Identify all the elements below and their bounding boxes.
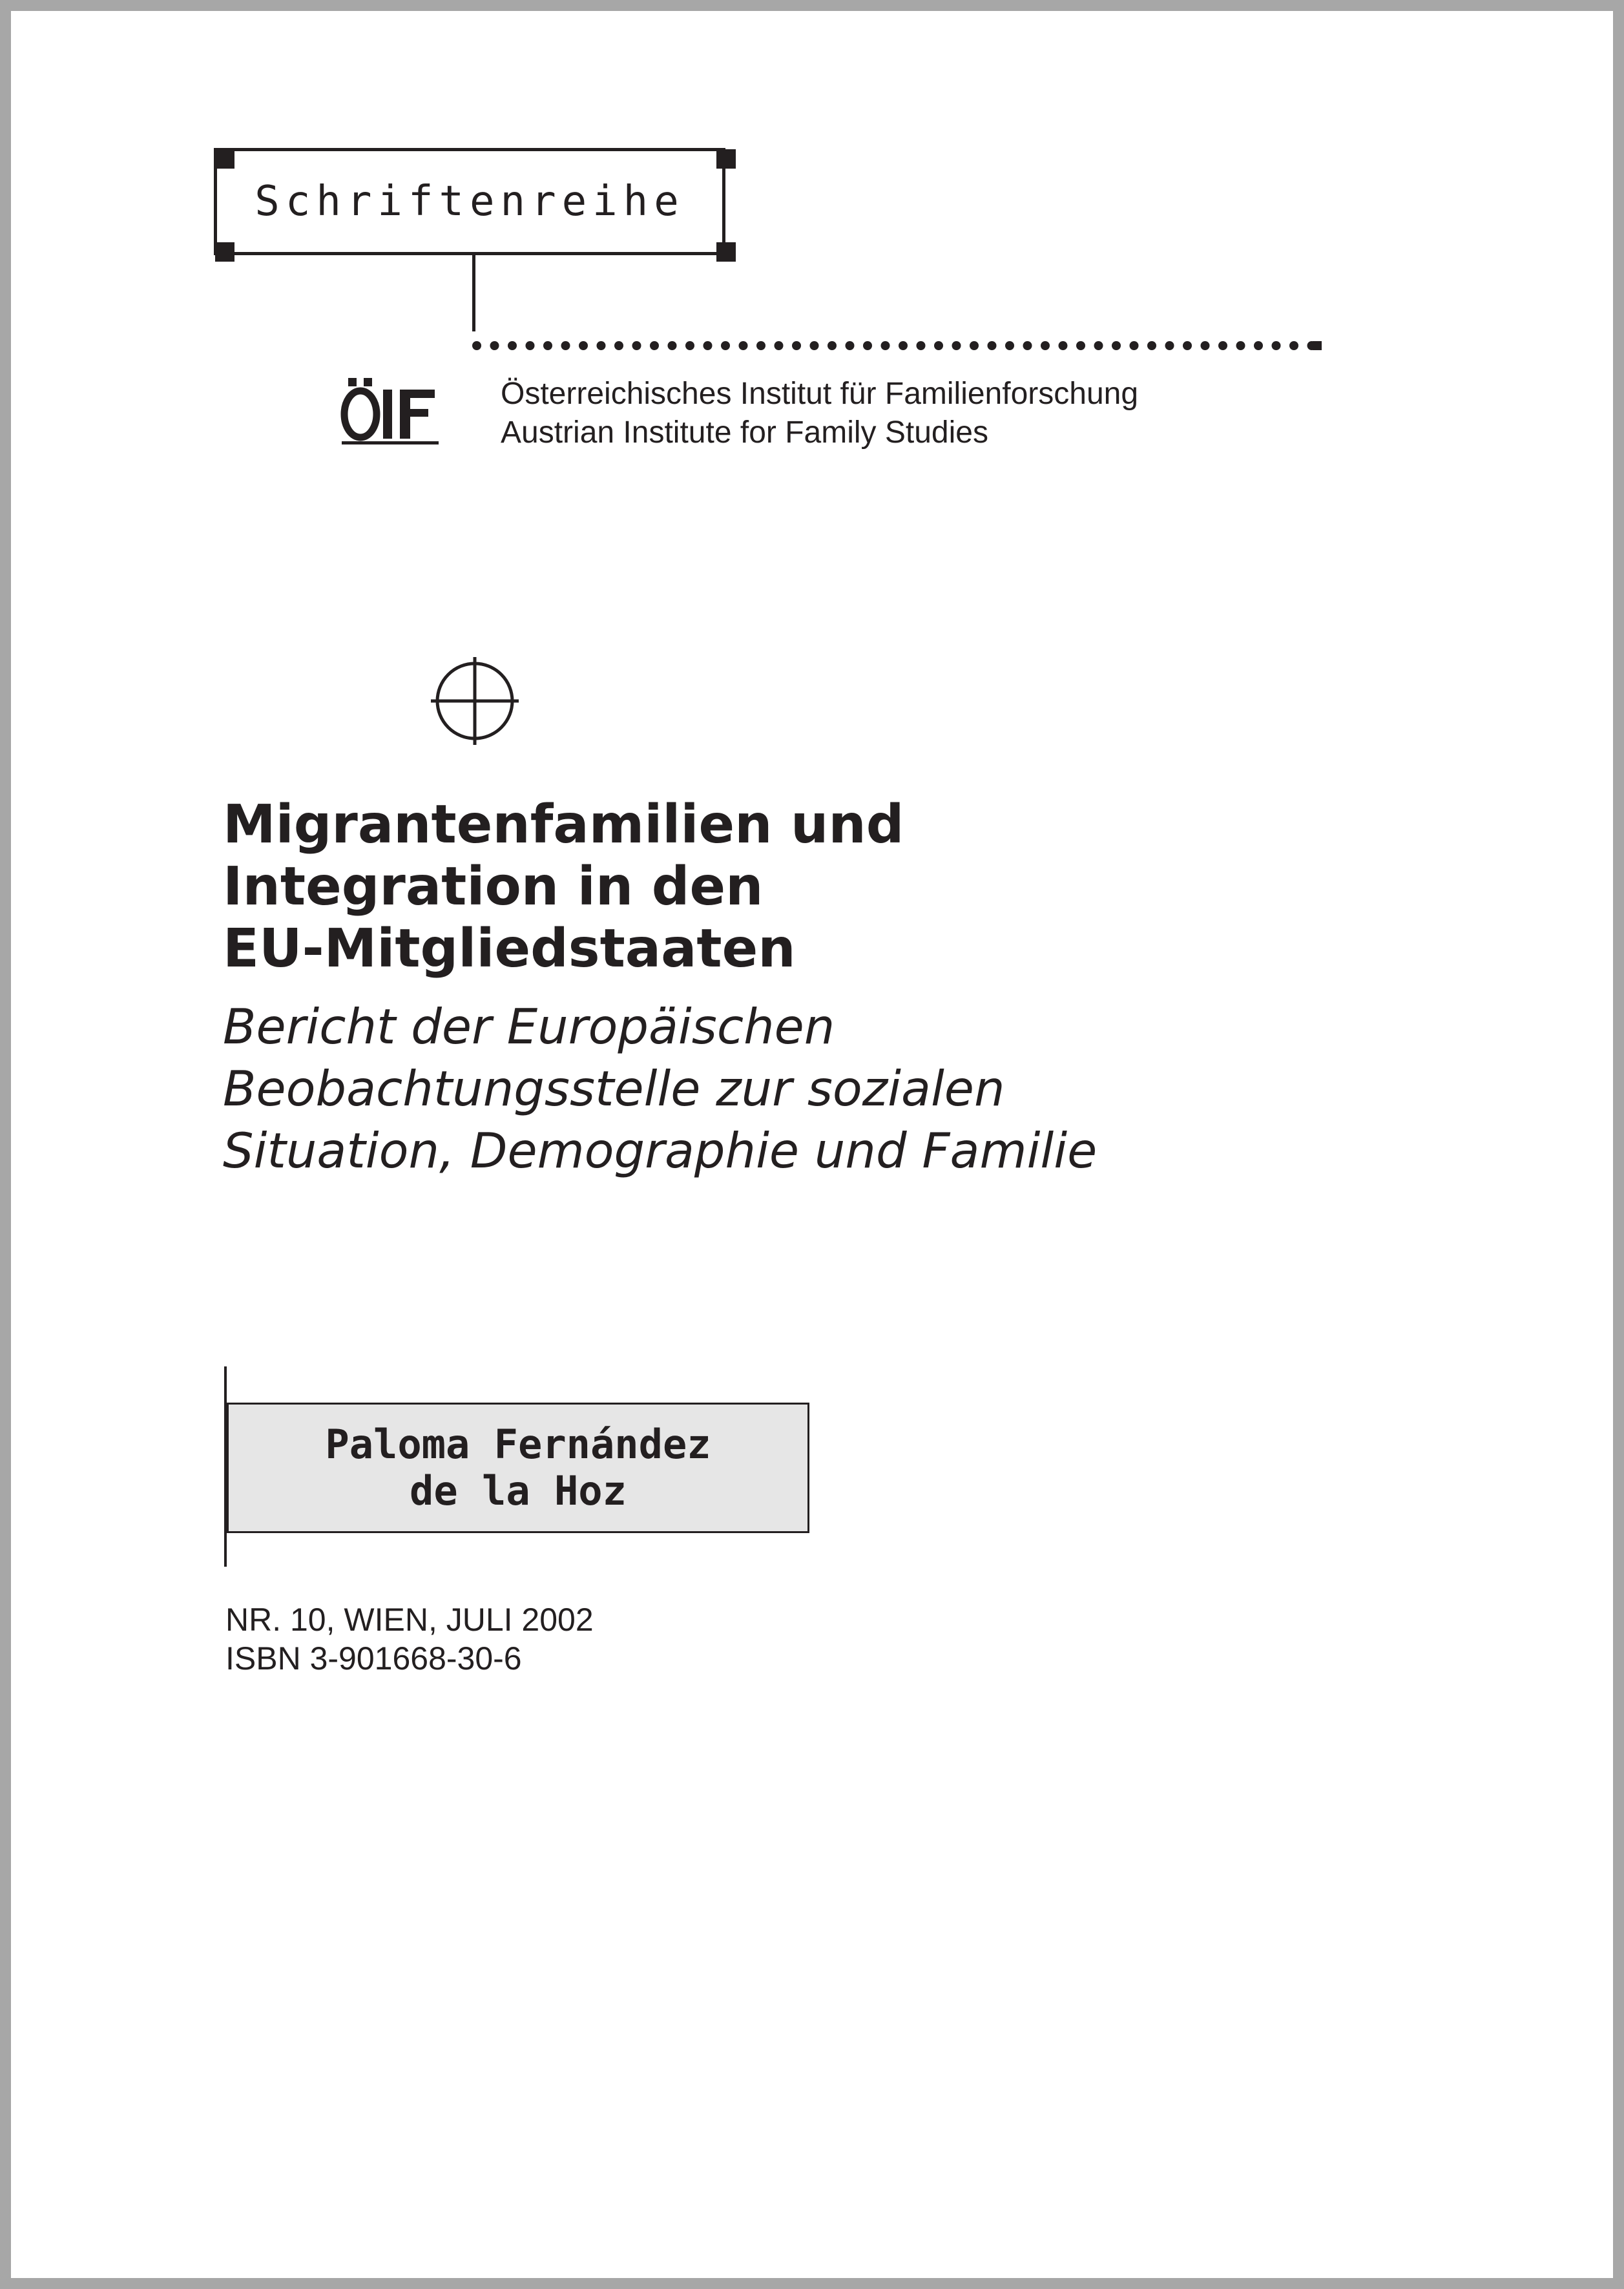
subtitle-line-1: Bericht der Europäischen xyxy=(223,998,835,1055)
dot xyxy=(1218,341,1227,350)
dot xyxy=(597,341,606,350)
dot xyxy=(1059,341,1068,350)
dot xyxy=(490,341,499,350)
dot xyxy=(1201,341,1210,350)
author-name-line-2: de la Hoz xyxy=(410,1467,627,1514)
dot xyxy=(1272,341,1281,350)
title-line-3: EU-Mitgliedstaaten xyxy=(223,918,796,979)
dot xyxy=(881,341,890,350)
dot xyxy=(721,341,730,350)
corner-mark-bottom-right xyxy=(716,242,736,262)
dot xyxy=(756,341,765,350)
dot xyxy=(1005,341,1014,350)
dot xyxy=(739,341,748,350)
dot xyxy=(1183,341,1192,350)
dot xyxy=(703,341,713,350)
dot xyxy=(1130,341,1139,350)
dot xyxy=(1094,341,1103,350)
dot xyxy=(952,341,961,350)
dot xyxy=(1254,341,1263,350)
dot xyxy=(561,341,570,350)
dot xyxy=(863,341,872,350)
dot xyxy=(970,341,979,350)
dot xyxy=(668,341,677,350)
dot xyxy=(1112,341,1121,350)
dot xyxy=(650,341,659,350)
dot xyxy=(1041,341,1050,350)
connector-line xyxy=(472,255,475,331)
publication-isbn: ISBN 3-901668-30-6 xyxy=(225,1640,522,1677)
dot xyxy=(1165,341,1174,350)
corner-mark-top-right xyxy=(716,149,736,169)
dot xyxy=(828,341,837,350)
dot xyxy=(1147,341,1156,350)
dot xyxy=(810,341,819,350)
dot xyxy=(1236,341,1245,350)
dot xyxy=(543,341,552,350)
dot xyxy=(1076,341,1085,350)
author-box xyxy=(227,1403,809,1533)
dot-end xyxy=(1313,341,1322,350)
dot xyxy=(632,341,641,350)
dot xyxy=(526,341,535,350)
institute-name-english: Austrian Institute for Family Studies xyxy=(501,415,988,450)
subtitle-line-2: Beobachtungsstelle zur sozialen xyxy=(223,1060,1005,1117)
dot xyxy=(1289,341,1298,350)
series-label-box xyxy=(214,148,725,255)
dot xyxy=(792,341,801,350)
dot xyxy=(988,341,997,350)
title-line-1: Migrantenfamilien und xyxy=(223,794,904,855)
crosshair-icon xyxy=(430,656,520,746)
dot xyxy=(775,341,784,350)
institute-name-german: Österreichisches Institut für Familienforschung xyxy=(501,377,1139,411)
dot xyxy=(899,341,908,350)
dot xyxy=(508,341,517,350)
dot xyxy=(614,341,623,350)
dot xyxy=(472,341,481,350)
oif-logo-icon xyxy=(339,378,444,446)
series-label: Schriftenreihe xyxy=(255,178,685,225)
corner-mark-top-left xyxy=(215,149,234,169)
dot xyxy=(917,341,926,350)
dot xyxy=(579,341,588,350)
title-line-2: Integration in den xyxy=(223,856,764,917)
dot xyxy=(934,341,943,350)
subtitle-line-3: Situation, Demographie und Familie xyxy=(223,1122,1098,1179)
publication-number-date: NR. 10, WIEN, JULI 2002 xyxy=(225,1602,594,1638)
corner-mark-bottom-left xyxy=(215,242,234,262)
dot xyxy=(685,341,694,350)
dot xyxy=(846,341,855,350)
author-name-line-1: Paloma Fernández xyxy=(325,1421,711,1468)
dotted-rule xyxy=(472,339,1324,352)
dot xyxy=(1023,341,1032,350)
